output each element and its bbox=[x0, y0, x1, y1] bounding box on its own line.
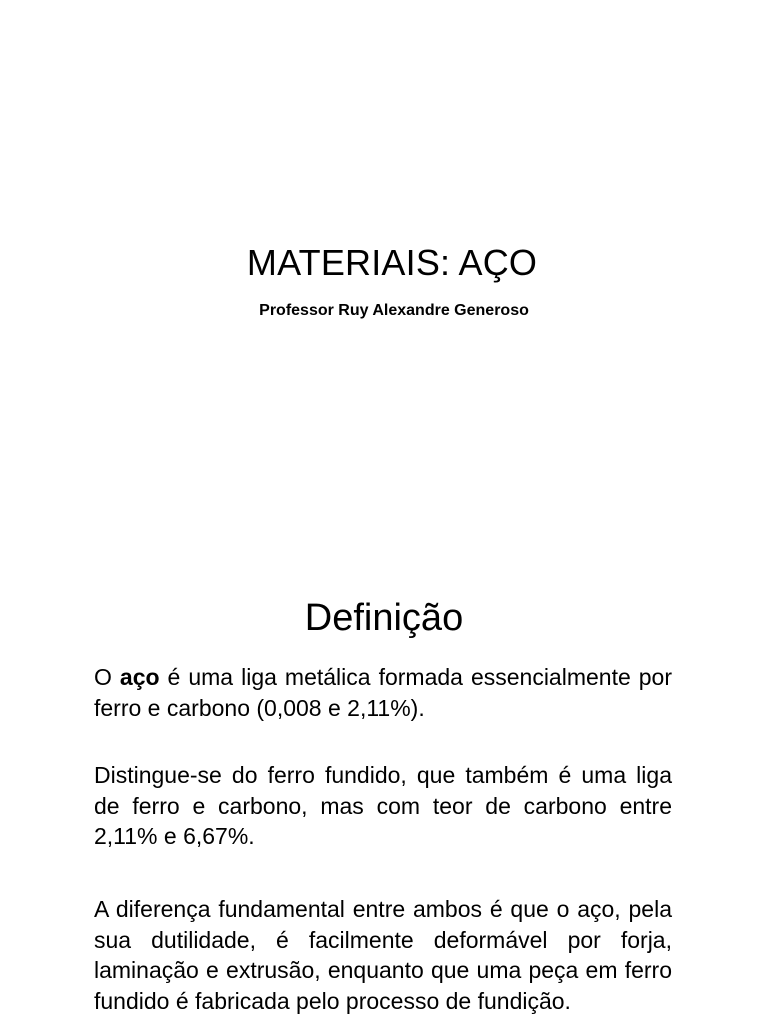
section-title: Definição bbox=[304, 597, 464, 639]
difference-paragraph: A diferença fundamental entre ambos é que o aço, pela sua dutilidade, é facilmente deformável por forja, laminação e extrusão, enquanto que uma peça em ferro fundido é fabricada pelo processo de fundição. bbox=[94, 896, 672, 1014]
paragraph-text: é uma liga metálica formada essencialmente por ferro e carbono (0,008 e 2,11%). bbox=[94, 664, 673, 721]
keyword-text: aço bbox=[119, 664, 160, 690]
paragraph-text: O bbox=[94, 664, 120, 690]
slide-title: MATERIAIS: AÇO bbox=[246, 242, 538, 283]
slide-subtitle: Professor Ruy Alexandre Generoso bbox=[259, 302, 529, 319]
distinction-paragraph: Distingue-se do ferro fundido, que também é uma liga de ferro e carbono, mas com teor de carbono entre 2,11% e 6,67%. bbox=[94, 762, 672, 849]
definition-paragraph bbox=[94, 662, 672, 723]
